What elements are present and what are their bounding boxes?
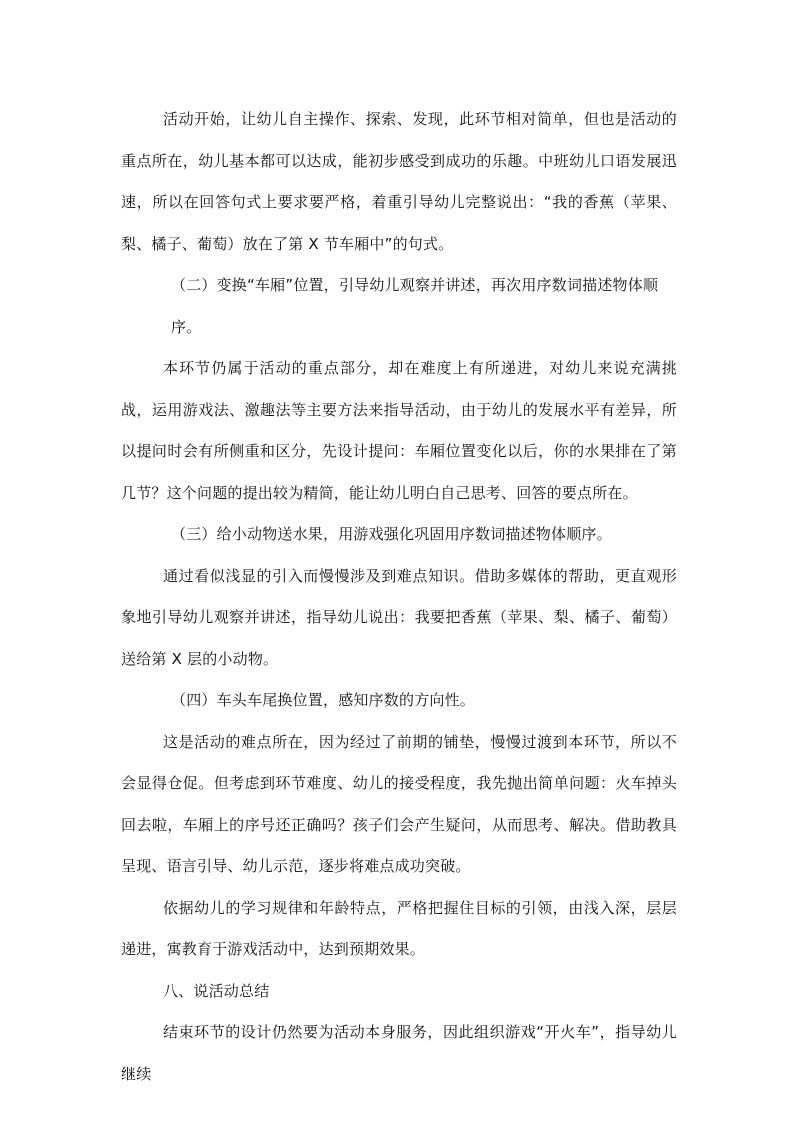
section-title-activity-summary: 八、说活动总结 [163, 981, 270, 1000]
heading-step-4: （四）车头车尾换位置，感知序数的方向性。 [171, 691, 476, 709]
paragraph-ending: 结束环节的设计仍然要为活动本身服务，因此组织游戏“开火车”，指导幼儿继续 [121, 1023, 677, 1083]
heading-step-3: （三）给小动物送水果，用游戏强化巩固用序数词描述物体顺序。 [171, 525, 612, 543]
paragraph-step-4: 这是活动的难点所在，因为经过了前期的铺垫，慢慢过渡到本环节，所以不会显得仓促。但考虑到环节难度、幼儿的接受程度，我先抛出简单问题：火车掉头回去啦，车厢上的序号还正确吗？孩子们会产生疑问，从而思考、解决。借助教具呈现、语言引导、幼儿示范，逐步将难点成功突破。 [121, 732, 677, 875]
paragraph-summary-principle: 依据幼儿的学习规律和年龄特点，严格把握住目标的引领，由浅入深，层层递进，寓教育于游戏活动中，达到预期效果。 [121, 898, 677, 958]
paragraph-step-3: 通过看似浅显的引入而慢慢涉及到难点知识。借助多媒体的帮助，更直观形象地引导幼儿观察并讲述，指导幼儿说出：我要把香蕉（苹果、梨、橘子、葡萄）送给第 X 层的小动物。 [121, 566, 677, 668]
document-body [121, 99, 677, 1095]
heading-step-2: （二）变换“车厢”位置，引导幼儿观察并讲述，再次用序数词描述物体顺序。 [171, 276, 659, 336]
paragraph-step-2: 本环节仍属于活动的重点部分，却在难度上有所递进，对幼儿来说充满挑战，运用游戏法、激趣法等主要方法来指导活动，由于幼儿的发展水平有差异，所以提问时会有所侧重和区分，先设计提问：车厢位置变化以后，你的水果排在了第几节？这个问题的提出较为精简，能让幼儿明白自己思考、回答的要点所在。 [121, 359, 677, 502]
paragraph-activity-start: 活动开始，让幼儿自主操作、探索、发现，此环节相对简单，但也是活动的重点所在，幼儿基本都可以达成，能初步感受到成功的乐趣。中班幼儿口语发展迅速，所以在回答句式上要求要严格，着重引导幼儿完整说出：“我的香蕉（苹果、梨、橘子、葡萄）放在了第 X 节车厢中”的句式。 [121, 110, 677, 253]
